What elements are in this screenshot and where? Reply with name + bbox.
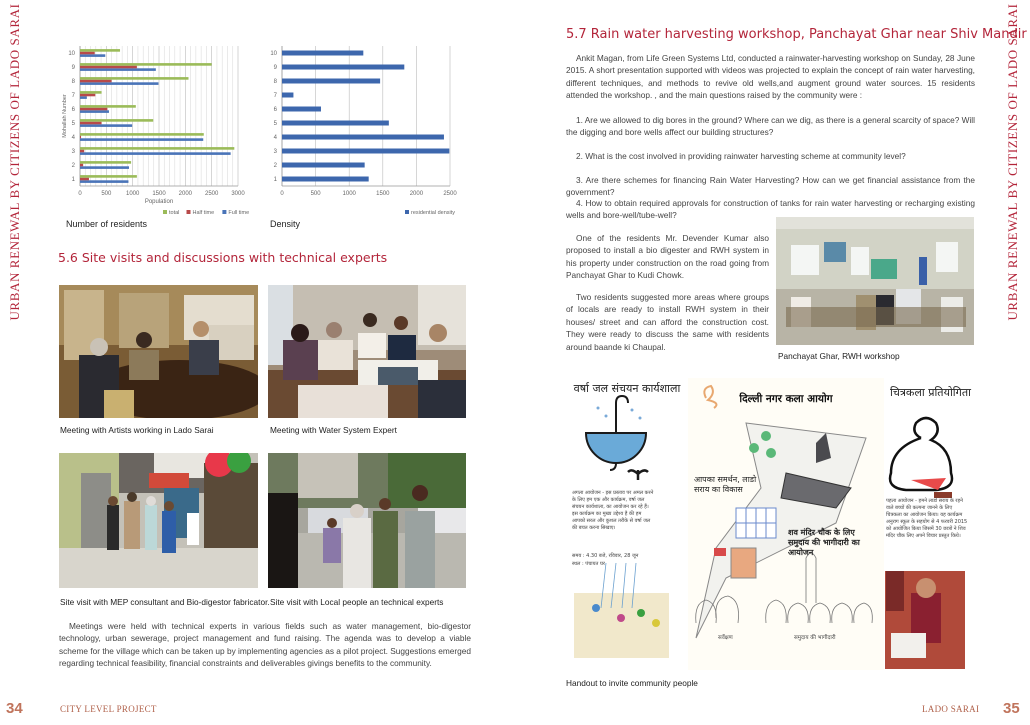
y-tick-label: 9 bbox=[71, 65, 75, 71]
devender-kumar-paragraph: One of the residents Mr. Devender Kumar also proposed to install a bio digester and RWH system in his property under construction on the road going from Panchayat Ghar to Kudi Chowk. bbox=[566, 233, 769, 281]
x-tick-label: 2500 bbox=[443, 191, 457, 197]
density-chart bbox=[262, 40, 467, 220]
x-tick-label: 1500 bbox=[152, 191, 166, 197]
y-tick-label: 9 bbox=[273, 65, 277, 71]
bar-half-time bbox=[80, 66, 137, 69]
running-title-text: URBAN RENEWAL BY CITIZENS OF LADO SARAI bbox=[7, 3, 22, 321]
bar-residential-density bbox=[282, 93, 293, 98]
handout-right-body: पहला आयोजन - हमने लाडो सराय के रहने वाले बच्चों की कल्पना जानने के लिए चित्रकला का आयोजन किया। यह कार्यक्रम अनुराग स्कूल के सहयोग से 4 फरवरी 2015 को आयोजित किया जिसमें 30 छात्रों ने शिव मंदिर चौक लिए अपने विचार प्रस्तुत किये। bbox=[886, 498, 968, 539]
question-1: 1. Are we allowed to dig bores in the ground? Where can we dig, as there is a general scarcity of space? Will the digging and bore wells affect our building structures? bbox=[566, 115, 975, 138]
y-tick-label: 10 bbox=[270, 51, 277, 57]
y-tick-label: 3 bbox=[71, 149, 75, 155]
y-axis-label: Mohallah Number bbox=[62, 94, 68, 138]
handout-sketch-label-participation: समुदाय की भागीदारी bbox=[794, 635, 836, 641]
bar-full-time bbox=[80, 124, 132, 127]
y-tick-label: 1 bbox=[273, 177, 277, 183]
question-4: 4. How to obtain required approvals for construction of tanks for rain water harvesting or recharging existing wells and bore-well/tube-well? bbox=[566, 198, 975, 221]
page-number-left: 34 bbox=[6, 700, 23, 717]
residents-chart bbox=[58, 40, 258, 220]
y-tick-label: 6 bbox=[273, 107, 277, 113]
question-2: 2. What is the cost involved in providing rainwater harvesting scheme at community level? bbox=[576, 151, 906, 161]
x-tick-label: 1000 bbox=[342, 191, 356, 197]
y-tick-label: 7 bbox=[273, 93, 277, 99]
section-5-7-heading: 5.7 Rain water harvesting workshop, Panchayat Ghar near Shiv Mandir bbox=[566, 27, 1027, 42]
legend-label: residential density bbox=[411, 210, 456, 216]
y-tick-label: 5 bbox=[273, 121, 277, 127]
bar-half-time bbox=[80, 136, 81, 139]
x-tick-label: 500 bbox=[310, 191, 321, 197]
handout-left-body: अगला आयोजन - इस प्रस्ताव पर अमल करने के लिए हम एक और कार्यक्रम, वर्षा जल संचयन कार्यशाला, का आयोजन कर रहे हैं। इस कार्यक्रम का मुख्य उद्देश्य है की हम आपको सरल और कुशल तरीके से वर्षा जल की बचत करना सिखाए। bbox=[572, 490, 654, 531]
handout-left-place: स्थल : पंचायत घर bbox=[572, 561, 605, 567]
bar-half-time bbox=[80, 122, 102, 125]
bar-total bbox=[80, 147, 234, 150]
legend-label: Half time bbox=[192, 210, 215, 216]
two-residents-paragraph: Two residents suggested more areas where groups of locals are ready to install RWH system in their houses/ street and can afford the construction cost. They were ready to discuss the same with residents around baande ki Chaupal. bbox=[566, 292, 769, 352]
bar-half-time bbox=[80, 80, 112, 83]
bar-half-time bbox=[80, 164, 83, 167]
y-tick-label: 4 bbox=[273, 135, 277, 141]
legend-label: Full time bbox=[228, 210, 250, 216]
bar-full-time bbox=[80, 96, 87, 99]
bar-total bbox=[80, 63, 212, 66]
photo-caption: Meeting with Artists working in Lado Sarai bbox=[60, 425, 214, 435]
bar-residential-density bbox=[282, 135, 444, 140]
legend-swatch bbox=[222, 210, 226, 214]
x-tick-label: 0 bbox=[280, 191, 284, 197]
legend-label: total bbox=[169, 210, 180, 216]
footer-label-right: LADO SARAI bbox=[922, 704, 980, 714]
mep-site-visit-image bbox=[59, 453, 258, 588]
running-title-left bbox=[4, 3, 26, 321]
x-tick-label: 500 bbox=[101, 191, 112, 197]
artists-meeting-image bbox=[59, 285, 258, 418]
y-tick-label: 8 bbox=[71, 79, 75, 85]
footer-label-left: CITY LEVEL PROJECT bbox=[60, 704, 157, 714]
bar-total bbox=[80, 91, 102, 94]
density-chart-caption: Density bbox=[270, 219, 301, 229]
legend-swatch bbox=[405, 210, 409, 214]
x-tick-label: 2500 bbox=[204, 191, 219, 197]
y-tick-label: 10 bbox=[68, 51, 75, 57]
bar-residential-density bbox=[282, 121, 389, 126]
bar-residential-density bbox=[282, 107, 321, 112]
bar-half-time bbox=[80, 94, 95, 97]
x-tick-label: 2000 bbox=[178, 191, 193, 197]
bar-half-time bbox=[80, 108, 107, 111]
y-tick-label: 7 bbox=[71, 93, 75, 99]
bar-total bbox=[80, 133, 204, 136]
photo-artists-meeting bbox=[59, 285, 258, 418]
photo-rwh-workshop bbox=[776, 217, 974, 345]
bar-full-time bbox=[80, 180, 128, 183]
photo-caption: Site visit with MEP consultant and Bio-digestor fabricator. bbox=[60, 597, 270, 607]
bar-residential-density bbox=[282, 65, 404, 70]
x-tick-label: 3000 bbox=[231, 191, 245, 197]
x-tick-label: 0 bbox=[78, 191, 82, 197]
bar-total bbox=[80, 161, 131, 164]
bar-total bbox=[80, 49, 120, 52]
bar-total bbox=[80, 175, 137, 178]
bar-half-time bbox=[80, 178, 89, 181]
handout-left-title: वर्षा जल संचयन कार्यशाला bbox=[573, 382, 681, 395]
running-title-text: URBAN RENEWAL BY CITIZENS OF LADO SARAI bbox=[1005, 3, 1020, 321]
y-tick-label: 6 bbox=[71, 107, 75, 113]
y-tick-label: 4 bbox=[71, 135, 75, 141]
photo-caption: Panchayat Ghar, RWH workshop bbox=[778, 351, 900, 361]
bar-full-time bbox=[80, 54, 105, 57]
bar-residential-density bbox=[282, 163, 365, 168]
bar-residential-density bbox=[282, 149, 449, 154]
bar-total bbox=[80, 105, 136, 108]
bar-residential-density bbox=[282, 79, 380, 84]
bar-half-time bbox=[80, 150, 84, 153]
photo-mep-site-visit bbox=[59, 453, 258, 588]
photo-caption: Site visit with Local people an technical experts bbox=[270, 597, 444, 607]
bar-full-time bbox=[80, 152, 231, 155]
bar-full-time bbox=[80, 82, 158, 85]
y-tick-label: 1 bbox=[71, 177, 75, 183]
handout-right-title: चित्रकला प्रतियोगिता bbox=[890, 386, 971, 399]
water-expert-meeting-image bbox=[268, 285, 466, 418]
handout-caption: Handout to invite community people bbox=[566, 678, 698, 688]
photo-caption: Meeting with Water System Expert bbox=[270, 425, 397, 435]
legend-swatch bbox=[187, 210, 191, 214]
section-5-6-paragraph: Meetings were held with technical experts in various fields such as water management, bio-digestor technology, urban sewerage, project management and fund raising. The agenda was to develop a viable scheme for the village which can be taken up by implementing agencies as a pilot project. Suggestions emerged regarding technical feasibility, financial constraints and deliverables givings benefits to the community. bbox=[59, 621, 471, 669]
bar-full-time bbox=[80, 138, 203, 141]
bar-full-time bbox=[80, 110, 109, 113]
bar-residential-density bbox=[282, 51, 363, 56]
handout-sketch-label-survey: सर्वेक्षण bbox=[718, 635, 733, 641]
question-3: 3. Are there schemes for financing Rain Water Harvesting? How can we get financial assistance from the government? bbox=[566, 175, 975, 198]
handout-shiv-mandir-text: शव मंदिर चौक के लिए समुदाय की भागीदारी का आयोजन bbox=[788, 528, 860, 557]
y-tick-label: 2 bbox=[273, 163, 277, 169]
section-5-6-heading: 5.6 Site visits and discussions with technical experts bbox=[58, 250, 388, 265]
legend-swatch bbox=[163, 210, 167, 214]
running-title-right bbox=[1002, 3, 1024, 321]
rwh-workshop-image bbox=[776, 217, 974, 345]
bar-total bbox=[80, 119, 153, 122]
x-tick-label: 1000 bbox=[125, 191, 140, 197]
x-axis-label: Population bbox=[144, 199, 174, 205]
photo-local-people-site-visit bbox=[268, 453, 466, 588]
community-handout bbox=[566, 378, 976, 670]
handout-center-title: दिल्ली नगर कला आयोग bbox=[739, 393, 833, 405]
photo-water-expert-meeting bbox=[268, 285, 466, 418]
bar-total bbox=[80, 77, 188, 80]
x-tick-label: 1500 bbox=[376, 191, 390, 197]
local-people-site-visit-image bbox=[268, 453, 466, 588]
y-tick-label: 8 bbox=[273, 79, 277, 85]
handout-support-text: आपका समर्थन, लाडो सराय का विकास bbox=[694, 475, 757, 494]
bar-residential-density bbox=[282, 177, 369, 182]
section-5-7-intro: Ankit Magan, from Life Green Systems Ltd, conducted a rainwater-harvesting workshop on Sunday, 28 June 2015. A short presentation supported with videos was projected to explain the concept of rain water harvesting, different techniques, and methods to revive old wells,and augment ground water sources. 15 residents attended the workshop. , and the main questions raised by the community were : bbox=[566, 53, 975, 101]
bar-half-time bbox=[80, 52, 95, 55]
y-tick-label: 2 bbox=[71, 163, 75, 169]
y-tick-label: 5 bbox=[71, 121, 75, 127]
residents-chart-svg bbox=[58, 40, 258, 220]
handout-left-time: समय : 4.30 बजे, रविवार, 28 जून bbox=[572, 553, 639, 559]
bar-full-time bbox=[80, 68, 156, 71]
density-chart-svg bbox=[262, 40, 467, 220]
x-tick-label: 2000 bbox=[409, 191, 424, 197]
y-tick-label: 3 bbox=[273, 149, 277, 155]
page-number-right: 35 bbox=[1003, 700, 1020, 717]
bar-full-time bbox=[80, 166, 129, 169]
residents-chart-caption: Number of residents bbox=[66, 219, 148, 229]
